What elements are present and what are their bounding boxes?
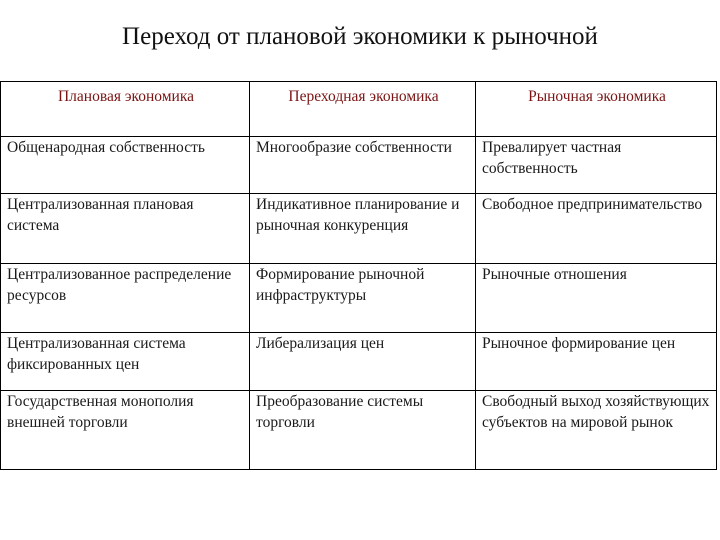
comparison-table: [0, 81, 717, 470]
table-cell: Государственная монополия внешней торговли: [1, 391, 250, 470]
table-cell: Свободный выход хозяйствующих субъектов на мировой рынок: [476, 391, 717, 470]
table-cell: Централизованная плановая система: [1, 194, 250, 264]
table-cell: Рыночное формирование цен: [476, 333, 717, 391]
table-cell: Свободное предпринимательство: [476, 194, 717, 264]
header-market-economy: Рыночная экономика: [476, 82, 717, 137]
table-cell: Либерализация цен: [250, 333, 476, 391]
page-title: Переход от плановой экономики к рыночной: [122, 23, 598, 50]
table-row: [1, 137, 717, 194]
table-row: [1, 194, 717, 264]
table-row: [1, 391, 717, 470]
header-transitional-economy: Переходная экономика: [250, 82, 476, 137]
table-cell: Общенародная собственность: [1, 137, 250, 194]
table-cell: Формирование рыночной инфраструктуры: [250, 264, 476, 333]
table-cell: Преобразование системы торговли: [250, 391, 476, 470]
table-row: [1, 264, 717, 333]
table-row: [1, 333, 717, 391]
table-cell: Рыночные отношения: [476, 264, 717, 333]
table-cell: Многообразие собственности: [250, 137, 476, 194]
table-header-row: [1, 82, 717, 137]
table-cell: Индикативное планирование и рыночная конкуренция: [250, 194, 476, 264]
table-cell: Централизованная система фиксированных цен: [1, 333, 250, 391]
table-cell: Централизованное распределение ресурсов: [1, 264, 250, 333]
header-planned-economy: Плановая экономика: [1, 82, 250, 137]
table-cell: Превалирует частная собственность: [476, 137, 717, 194]
